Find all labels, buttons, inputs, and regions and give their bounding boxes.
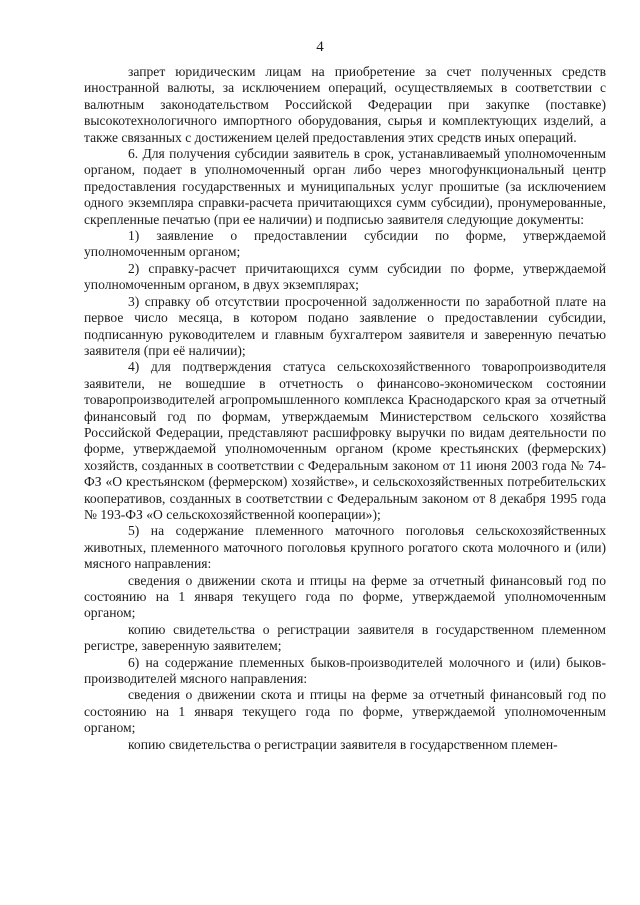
paragraph-currency-restriction: запрет юридическим лицам на приобретение за счет полученных средств иностранной валюты, за исключением операций, осуществляемых в соответствии с валютным законодательством Российской Федерации при закупке (поставке) высокотехнологичного импортного оборудования, сырья и комплектующих изделий, а также связанных с достижением целей предоставления этих средств иных операций. xyxy=(84,64,606,145)
page-number: 4 xyxy=(316,39,324,55)
paragraph-item-6: 6. Для получения субсидии заявитель в срок, устанавливаемый уполномоченным органом, подает в уполномоченный орган либо через многофункциональный центр предоставления государственных и муниципальных услуг прошитые (за исключением одного экземпляра справки-расчета причитающихся сумм субсидии), пронумерованные, скрепленные печатью (при ее наличии) и подписью заявителя следующие документы: xyxy=(84,146,606,227)
paragraph-livestock-info-1: сведения о движении скота и птицы на ферме за отчетный финансовый год по состоянию на 1 января текущего года по форме, утверждаемой уполномоченным органом; xyxy=(84,572,606,621)
paragraph-subitem-4: 4) для подтверждения статуса сельскохозяйственного товаропроизводителя заявители, не вошедшие в отчетность о финансово-экономическом состоянии товаропроизводителей агропромышленного комплекса Краснодарского края за отчетный финансовый год по формам, утверждаемым Министерством сельского хозяйства Российской Федерации, представляют расшифровку выручки по видам деятельности по форме, утверждаемой уполномоченным органом (кроме крестьянских (фермерских) хозяйств, созданных в соответствии с Федеральным законом от 11 июня 2003 года № 74-ФЗ «О крестьянском (фермерском) хозяйстве», и сельскохозяйственных потребительских кооперативов, созданных в соответствии с Федеральным законом от 8 декабря 1995 года № 193-ФЗ «О сельскохозяйственной кооперации»); xyxy=(84,359,606,522)
paragraph-livestock-info-2: сведения о движении скота и птицы на ферме за отчетный финансовый год по состоянию на 1 января текущего года по форме, утверждаемой уполномоченным органом; xyxy=(84,687,606,736)
paragraph-subitem-5: 5) на содержание племенного маточного поголовья сельскохозяйственных животных, племенного маточного поголовья крупного рогатого скота молочного и (или) мясного направления: xyxy=(84,523,606,572)
paragraph-registry-copy-1: копию свидетельства о регистрации заявителя в государственном племенном регистре, заверенную заявителем; xyxy=(84,621,606,654)
paragraph-registry-copy-2: копию свидетельства о регистрации заявителя в государственном племен- xyxy=(128,736,558,752)
paragraph-subitem-3: 3) справку об отсутствии просроченной задолженности по заработной плате на первое число месяца, в котором подано заявление о предоставлении субсидии, подписанную руководителем и главным бухгалтером заявителя и заверенную печатью заявителя (при её наличии); xyxy=(84,293,606,358)
paragraph-subitem-1: 1) заявление о предоставлении субсидии по форме, утверждаемой уполномоченным органом; xyxy=(84,228,606,260)
document-body xyxy=(84,64,606,753)
paragraph-subitem-2: 2) справку-расчет причитающихся сумм субсидии по форме, утверждаемой уполномоченным органом, в двух экземплярах; xyxy=(84,260,606,293)
paragraph-subitem-6: 6) на содержание племенных быков-производителей молочного и (или) быков-производителей мясного направления: xyxy=(84,654,606,687)
